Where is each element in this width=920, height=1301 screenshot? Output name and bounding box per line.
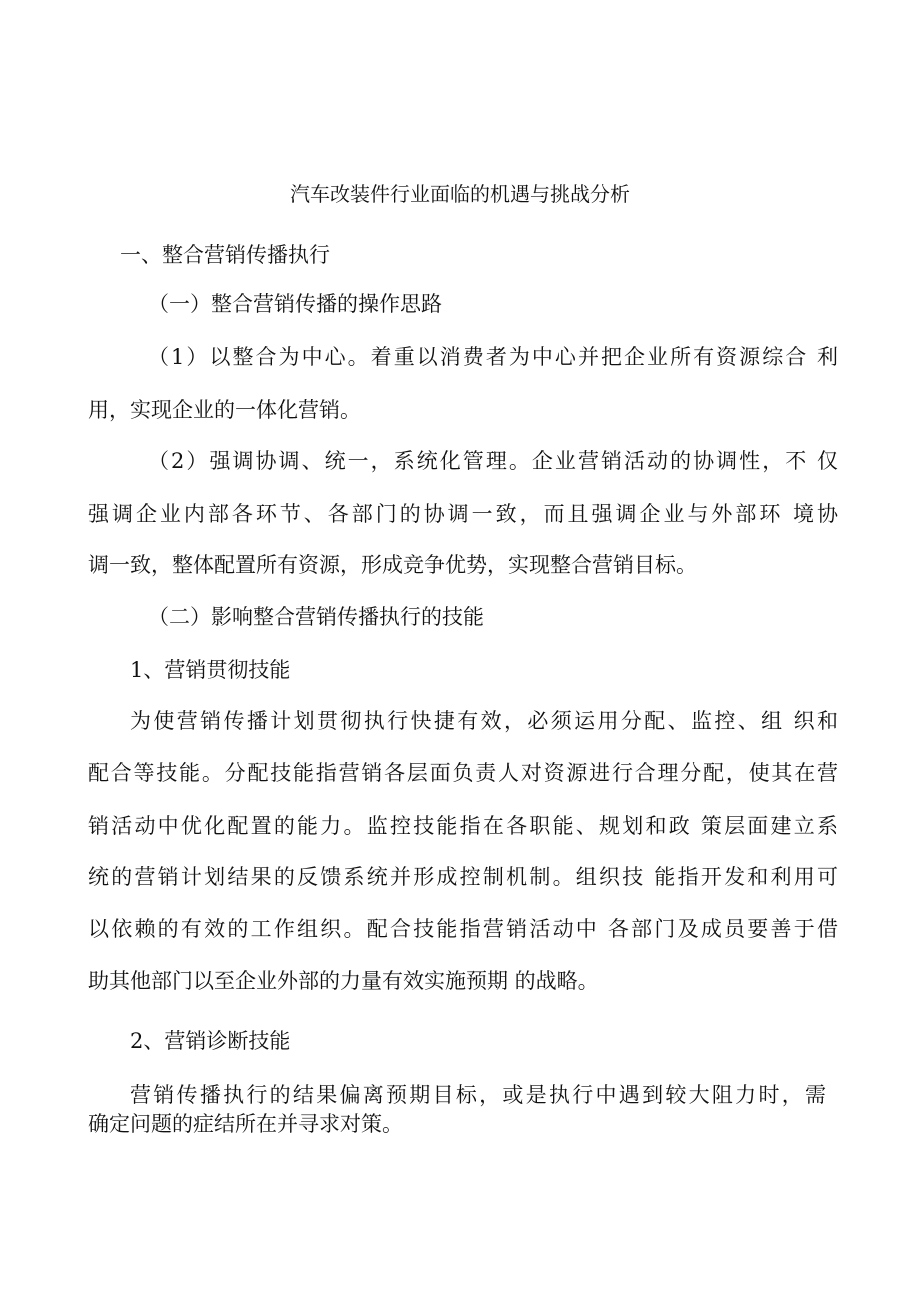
paragraph-line: 助其他部门以至企业外部的力量有效实施预期 的战略。 <box>88 969 599 993</box>
section-heading-1: 一、整合营销传播执行 <box>120 243 330 267</box>
paragraph-line: 营销传播执行的结果偏离预期目标，或是执行中遇到较大阻力时，需 <box>130 1083 826 1107</box>
paragraph-line: 为使营销传播计划贯彻执行快捷有效，必须运用分配、监控、组 织和 <box>130 709 838 733</box>
item-heading-1: 1、营销贯彻技能 <box>130 658 291 682</box>
paragraph-line: 确定问题的症结所在并寻求对策。 <box>88 1112 403 1136</box>
paragraph-line: 以依赖的有效的工作组织。配合技能指营销活动中 各部门及成员要善于借 <box>88 917 838 941</box>
paragraph-line: 调一致，整体配置所有资源，形成竞争优势，实现整合营销目标。 <box>88 553 697 577</box>
item-heading-2: 2、营销诊断技能 <box>130 1029 291 1053</box>
paragraph-line: （2）强调协调、统一，系统化管理。企业营销活动的协调性，不 仅 <box>148 449 838 473</box>
subsection-heading-2: （二）影响整合营销传播执行的技能 <box>148 605 484 629</box>
document-title: 汽车改装件行业面临的机遇与挑战分析 <box>290 182 630 206</box>
paragraph-line: （1）以整合为中心。着重以消费者为中心并把企业所有资源综合 利 <box>148 345 838 369</box>
paragraph-line: 用，实现企业的一体化营销。 <box>88 398 361 422</box>
paragraph-line: 强调企业内部各环节、各部门的协调一致，而且强调企业与外部环 境协 <box>88 502 838 526</box>
paragraph-line: 统的营销计划结果的反馈系统并形成控制机制。组织技 能指开发和利用可 <box>88 865 838 889</box>
paragraph-line: 销活动中优化配置的能力。监控技能指在各职能、规划和政 策层面建立系 <box>88 814 838 838</box>
paragraph-line: 配合等技能。分配技能指营销各层面负责人对资源进行合理分配，使其在营 <box>88 761 838 785</box>
subsection-heading-1: （一）整合营销传播的操作思路 <box>148 292 442 316</box>
